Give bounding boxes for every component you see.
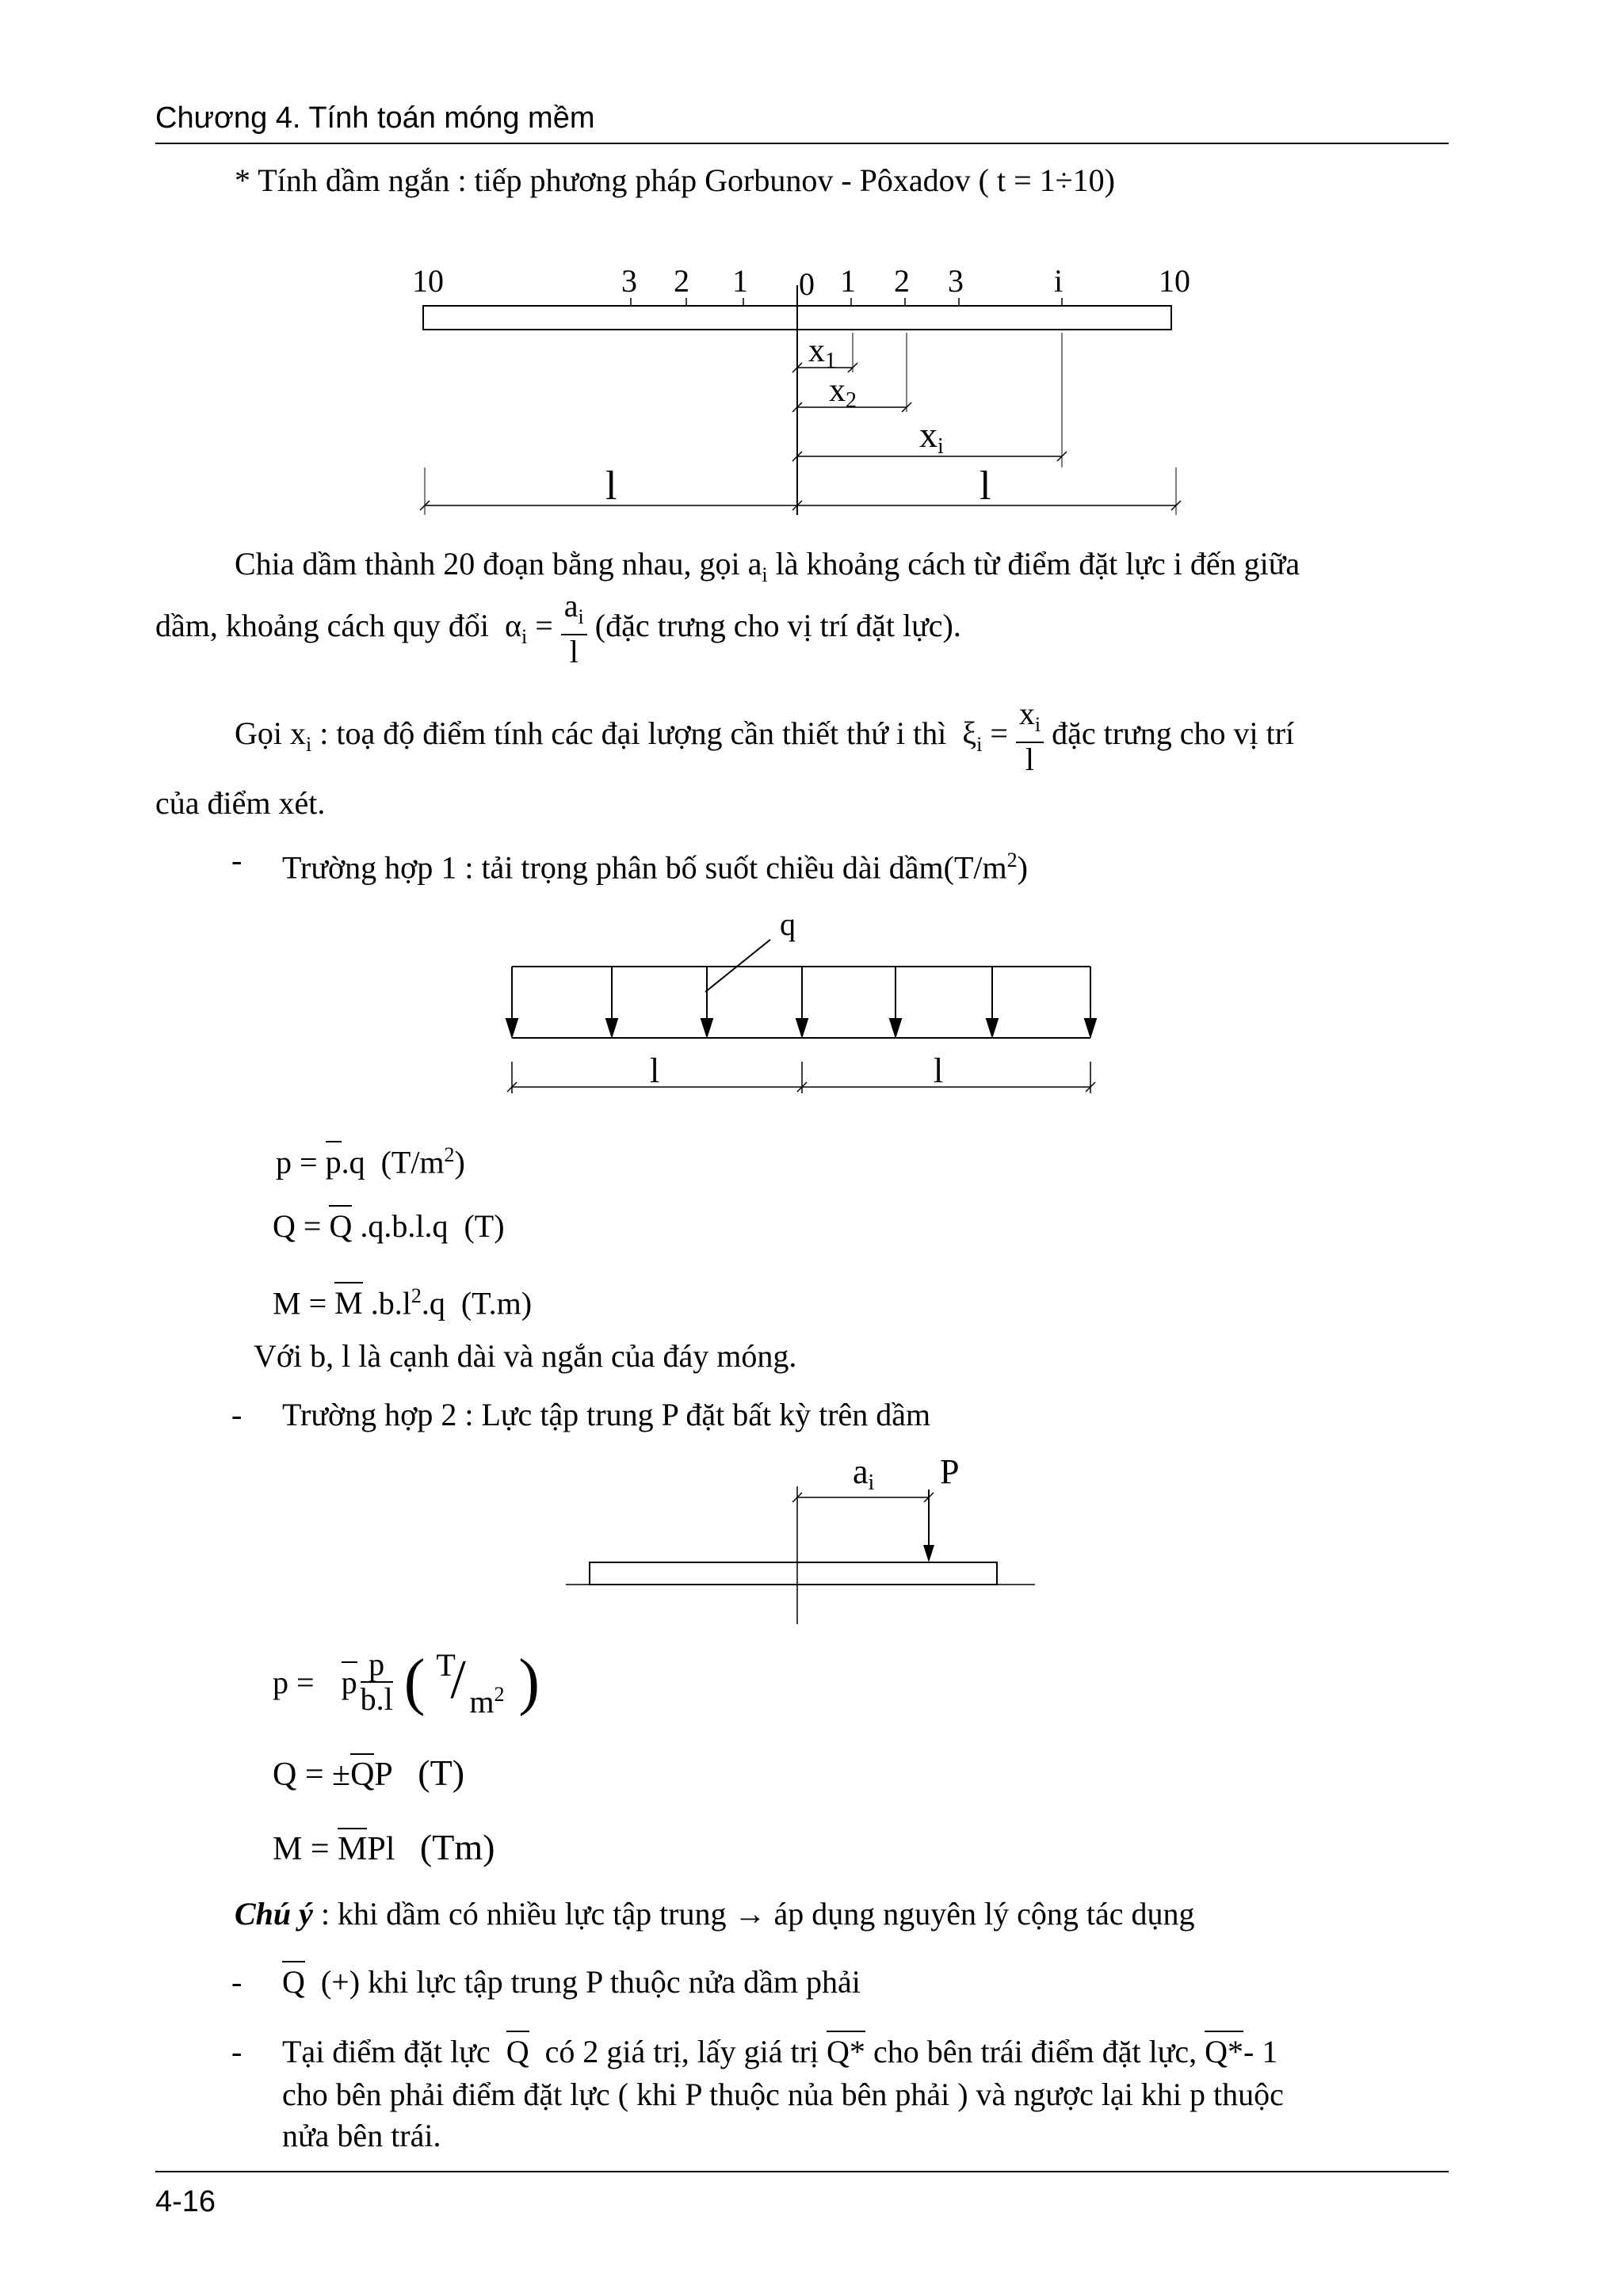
force-arrow: [923, 1545, 934, 1562]
tick-label-left-2: 2: [674, 263, 689, 299]
note-line: Chú ý : khi dầm có nhiều lực tập trung → áp dụng nguyên lý cộng tác dụng: [235, 1896, 1195, 1932]
beam-coordinate-diagram: [396, 254, 1220, 523]
dim-label-ai: ai: [853, 1452, 875, 1495]
tick-label-left-10: 10: [412, 263, 444, 299]
tick-label-right-1: 1: [840, 263, 856, 299]
span-label-right: l: [934, 1051, 944, 1090]
case1-formula-q: Q = Q .q.b.l.q (T): [273, 1207, 505, 1245]
xi-fraction: $\frac{x_i}{l}$: [1016, 697, 1044, 776]
note-bullet-1: Q (+) khi lực tập trung P thuộc nửa dầm phải: [282, 1963, 861, 2001]
uniform-load-diagram: [491, 903, 1109, 1109]
para2-line1: Gọi $x_i$ : toạ độ điểm tính các đại lượng cần thiết thứ i thì $\xi_i$ = $\frac{x_i}{l}$ đặc trưng cho vị trí: [235, 696, 1295, 777]
case2-formula-p: p = p $\frac{p}{b.l}$ ( T / $m^2$ ): [273, 1646, 540, 1720]
para2-line2: của điểm xét.: [155, 785, 326, 821]
chapter-header: Chương 4. Tính toán móng mềm: [155, 101, 595, 135]
note-bullet-2-line1: Tại điểm đặt lực Q có 2 giá trị, lấy giá trị Q* cho bên trái điểm đặt lực, Q*- 1: [282, 2033, 1277, 2071]
load-label-q: q: [780, 906, 796, 942]
note-bullet-2-line2: cho bên phải điểm đặt lực ( khi P thuộc nủa bên phải ) và ngược lại khi p thuộc: [282, 2077, 1284, 2112]
case2-title: Trường hợp 2 : Lực tập trung P đặt bất kỳ trên dầm: [282, 1397, 931, 1432]
para1-line2: dầm, khoảng cách quy đổi $\alpha_i$ = $\frac{a_i}{l}$ (đặc trưng cho vị trí đặt lực).: [155, 588, 961, 669]
page-number: 4-16: [155, 2185, 216, 2218]
tick-label-right-10: 10: [1159, 263, 1190, 299]
case2-dash: -: [231, 1397, 242, 1432]
tick-label-left-3: 3: [621, 263, 637, 299]
tick-label-right-2: 2: [894, 263, 910, 299]
case2-formula-m: M = MPl (Tm): [273, 1827, 495, 1867]
case2-formula-q: Q = ±QP (T): [273, 1753, 465, 1793]
case1-dash: -: [231, 842, 242, 878]
tick-label-center-0: 0: [799, 266, 815, 302]
tick-label-left-1: 1: [732, 263, 748, 299]
alpha-fraction: $\frac{a_i}{l}$: [561, 589, 587, 669]
case1-note: Với b, l là cạnh dài và ngắn của đáy móng.: [254, 1338, 797, 1374]
case1-formula-m: M = M $.b.l^2.q$ (T.m): [273, 1277, 532, 1322]
dim-label-xi: xi: [919, 414, 944, 459]
force-label-P: P: [940, 1452, 960, 1491]
dim-label-x1: x1: [808, 333, 836, 373]
beam-rect: [590, 1562, 997, 1585]
header-rule: [155, 143, 1449, 144]
case1-title: Trường hợp 1 : tải trọng phân bố suốt chiều dài $dầm(T/m^2)$: [282, 849, 1028, 886]
note-bullet-2-line3: nửa bên trái.: [282, 2118, 441, 2153]
dim-label-x2: x2: [829, 372, 857, 413]
span-label-right: l: [980, 463, 991, 509]
span-label-left: l: [650, 1051, 660, 1090]
tick-label-right-3: 3: [948, 263, 964, 299]
tick-label-right-i: i: [1054, 263, 1064, 299]
case1-formula-p: p = p.q $(T/m^2)$: [276, 1136, 465, 1181]
section-title: * Tính dầm ngắn : tiếp phương pháp Gorbunov - Pôxadov ( t = 1÷10): [235, 162, 1115, 198]
para1-line1: Chia dầm thành 20 đoạn bằng nhau, gọi $a_i$ là khoảng cách từ điểm đặt lực i đến giữa: [235, 546, 1300, 586]
point-load-diagram: [563, 1450, 1038, 1624]
footer-rule: [155, 2171, 1449, 2172]
span-label-left: l: [605, 463, 617, 509]
